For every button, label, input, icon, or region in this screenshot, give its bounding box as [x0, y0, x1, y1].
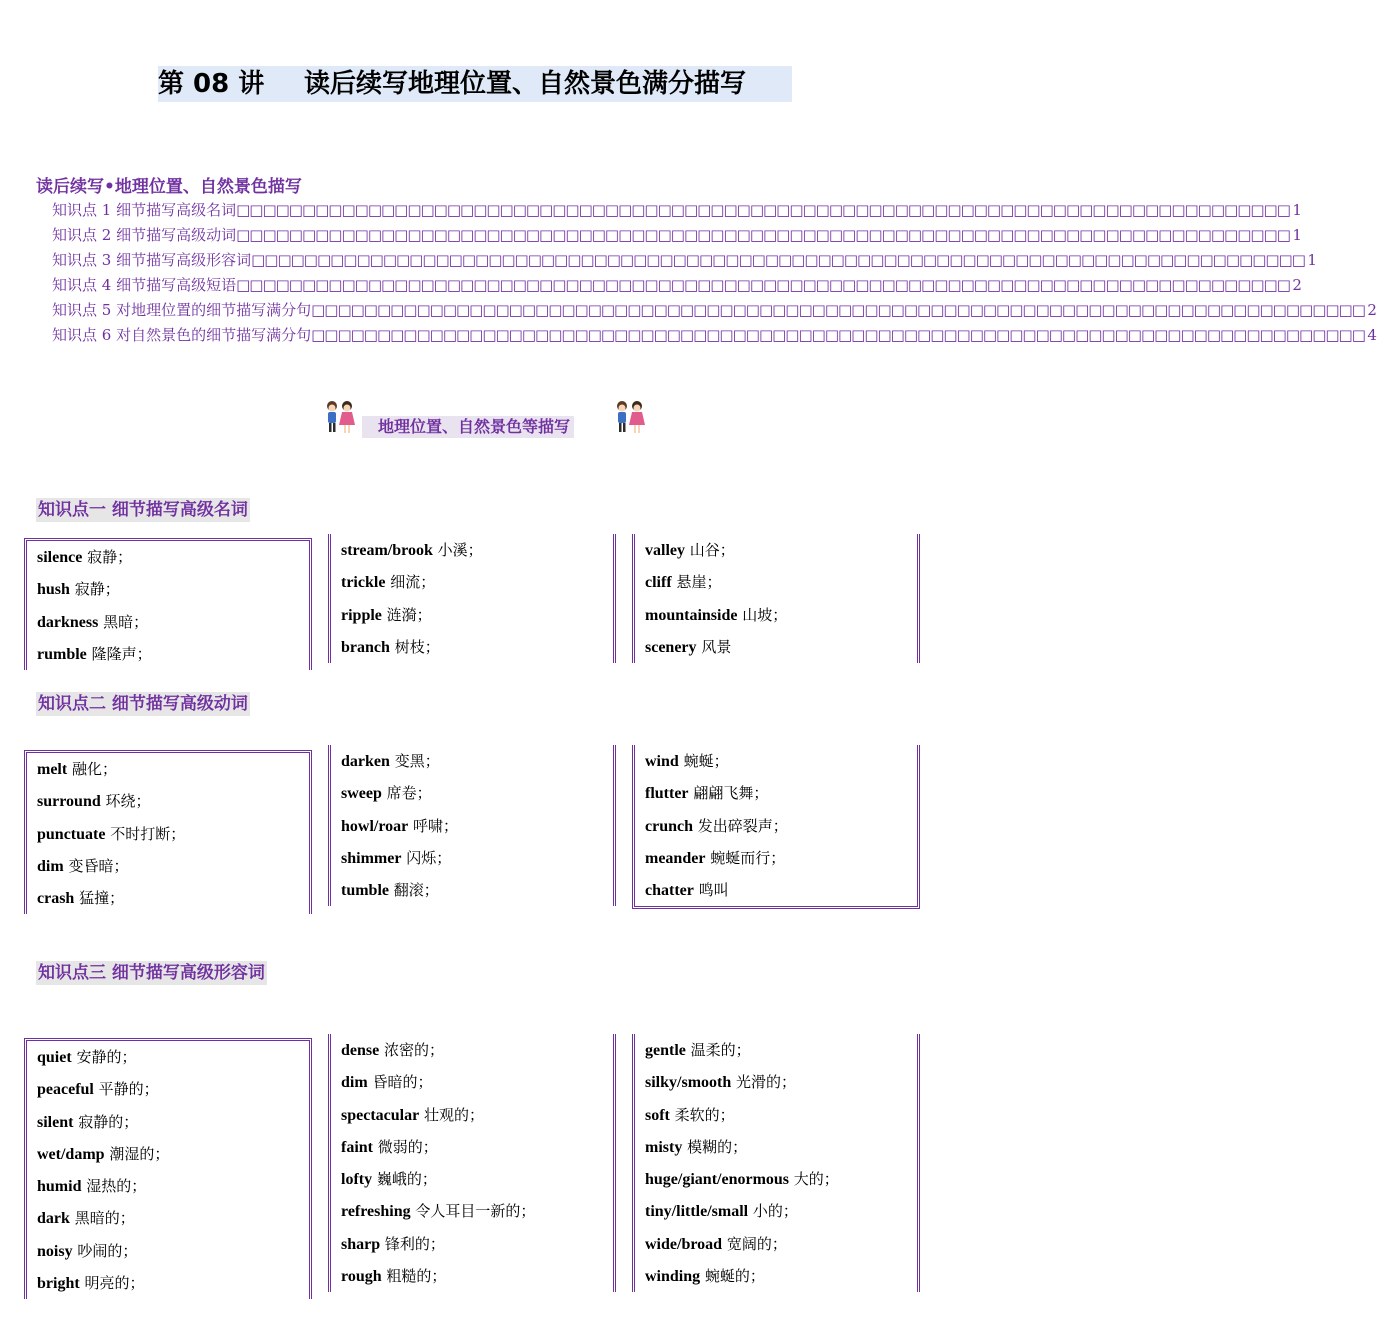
- vocab-item: cliff 悬崖；: [632, 566, 920, 598]
- vocab-item: ripple 涟漪；: [328, 599, 616, 631]
- vocab-item: wide/broad 宽阔的；: [632, 1228, 920, 1260]
- vocab-item: crash 猛撞；: [24, 882, 312, 914]
- vocab-item: branch 树枝；: [328, 631, 616, 663]
- vocab-item: silence 寂静；: [24, 538, 312, 573]
- section-banner: [322, 398, 646, 442]
- word-list: [328, 534, 616, 663]
- word-list: [328, 745, 616, 906]
- vocab-item: bright 明亮的；: [24, 1267, 312, 1299]
- vocab-item: valley 山谷；: [632, 534, 920, 566]
- vocab-item: refreshing 令人耳目一新的；: [328, 1195, 616, 1227]
- vocab-item: wet/damp 潮湿的；: [24, 1138, 312, 1170]
- vocab-item: rumble 隆隆声；: [24, 638, 312, 670]
- vocab-item: dense 浓密的；: [328, 1034, 616, 1066]
- section-heading: 知识点二 细节描写高级动词: [38, 694, 248, 714]
- vocab-item: trickle 细流；: [328, 566, 616, 598]
- vocab-item: lofty 巍峨的；: [328, 1163, 616, 1195]
- vocab-item: melt 融化；: [24, 750, 312, 785]
- vocab-item: gentle 温柔的；: [632, 1034, 920, 1066]
- vocab-item: spectacular 壮观的；: [328, 1099, 616, 1131]
- vocab-item: scenery 风景: [632, 631, 920, 663]
- section-heading: 知识点三 细节描写高级形容词: [38, 963, 265, 983]
- vocab-item: sweep 席卷；: [328, 777, 616, 809]
- toc-item[interactable]: 知识点 4 细节描写高级短语 □□□□□□□□□□□□□□□□□□□□□□□□□□□□□□□□□□□□□□□□□□□□□□□□□□□□□□□□□□□□□□□□□□□□□□□□□□□□□□□□ 2: [52, 276, 1302, 294]
- word-list: [328, 1034, 616, 1292]
- vocab-item: soft 柔软的；: [632, 1099, 920, 1131]
- vocab-item: stream/brook 小溪；: [328, 534, 616, 566]
- word-list: [24, 1038, 312, 1299]
- vocab-item: meander 蜿蜒而行；: [632, 842, 920, 874]
- vocab-item: faint 微弱的；: [328, 1131, 616, 1163]
- section-heading: 知识点一 细节描写高级名词: [38, 500, 248, 520]
- vocab-item: humid 湿热的；: [24, 1170, 312, 1202]
- vocab-item: darkness 黑暗；: [24, 606, 312, 638]
- vocab-item: silky/smooth 光滑的；: [632, 1066, 920, 1098]
- children-illustration-icon: [322, 398, 358, 438]
- vocab-item: wind 蜿蜒；: [632, 745, 920, 777]
- word-list: [632, 534, 920, 663]
- vocab-item: mountainside 山坡；: [632, 599, 920, 631]
- vocab-item: hush 寂静；: [24, 573, 312, 605]
- vocab-item: sharp 锋利的；: [328, 1228, 616, 1260]
- vocab-item: shimmer 闪烁；: [328, 842, 616, 874]
- vocab-item: dim 变昏暗；: [24, 850, 312, 882]
- vocab-item: huge/giant/enormous 大的；: [632, 1163, 920, 1195]
- toc-item[interactable]: 知识点 3 细节描写高级形容词 □□□□□□□□□□□□□□□□□□□□□□□□□□□□□□□□□□□□□□□□□□□□□□□□□□□□□□□□□□□□□□□□□□□□□□□□□□□□□□□□ 1: [52, 251, 1317, 269]
- word-list: [24, 538, 312, 670]
- lecture-title: 读后续写地理位置、自然景色满分描写: [304, 69, 747, 99]
- vocab-item: peaceful 平静的；: [24, 1073, 312, 1105]
- word-list: [24, 750, 312, 914]
- lecture-number: 第 08 讲: [158, 69, 265, 99]
- vocab-item: darken 变黑；: [328, 745, 616, 777]
- vocab-item: dim 昏暗的；: [328, 1066, 616, 1098]
- table-of-contents: [52, 198, 1377, 348]
- vocab-item: silent 寂静的；: [24, 1106, 312, 1138]
- vocab-item: misty 模糊的；: [632, 1131, 920, 1163]
- vocab-item: noisy 吵闹的；: [24, 1235, 312, 1267]
- vocab-item: winding 蜿蜒的；: [632, 1260, 920, 1292]
- vocab-item: tiny/little/small 小的；: [632, 1195, 920, 1227]
- vocab-item: quiet 安静的；: [24, 1038, 312, 1073]
- vocab-item: rough 粗糙的；: [328, 1260, 616, 1292]
- vocab-item: punctuate 不时打断；: [24, 818, 312, 850]
- page-title: [158, 66, 792, 102]
- word-list: [632, 745, 920, 909]
- banner-label: 地理位置、自然景色等描写: [362, 416, 574, 438]
- vocab-item: chatter 鸣叫: [632, 874, 920, 909]
- toc-item[interactable]: 知识点 2 细节描写高级动词 □□□□□□□□□□□□□□□□□□□□□□□□□□□□□□□□□□□□□□□□□□□□□□□□□□□□□□□□□□□□□□□□□□□□□□□□□□□□□□□□ 1: [52, 226, 1302, 244]
- toc-item[interactable]: 知识点 5 对地理位置的细节描写满分句 □□□□□□□□□□□□□□□□□□□□□□□□□□□□□□□□□□□□□□□□□□□□□□□□□□□□□□□□□□□□□□□□□□□□□□□□□□□□□□□□ 2: [52, 301, 1377, 319]
- vocab-item: flutter 翩翩飞舞；: [632, 777, 920, 809]
- vocab-item: surround 环绕；: [24, 785, 312, 817]
- vocab-item: howl/roar 呼啸；: [328, 810, 616, 842]
- children-illustration-icon: [612, 398, 648, 438]
- vocab-item: tumble 翻滚；: [328, 874, 616, 906]
- toc-heading: 读后续写•地理位置、自然景色描写: [36, 177, 302, 197]
- toc-item[interactable]: 知识点 6 对自然景色的细节描写满分句 □□□□□□□□□□□□□□□□□□□□□□□□□□□□□□□□□□□□□□□□□□□□□□□□□□□□□□□□□□□□□□□□□□□□□□□□□□□□□□□□ 4: [52, 326, 1377, 344]
- word-list: [632, 1034, 920, 1292]
- vocab-item: crunch 发出碎裂声；: [632, 810, 920, 842]
- vocab-item: dark 黑暗的；: [24, 1202, 312, 1234]
- toc-item[interactable]: 知识点 1 细节描写高级名词 □□□□□□□□□□□□□□□□□□□□□□□□□□□□□□□□□□□□□□□□□□□□□□□□□□□□□□□□□□□□□□□□□□□□□□□□□□□□□□□□ 1: [52, 201, 1302, 219]
